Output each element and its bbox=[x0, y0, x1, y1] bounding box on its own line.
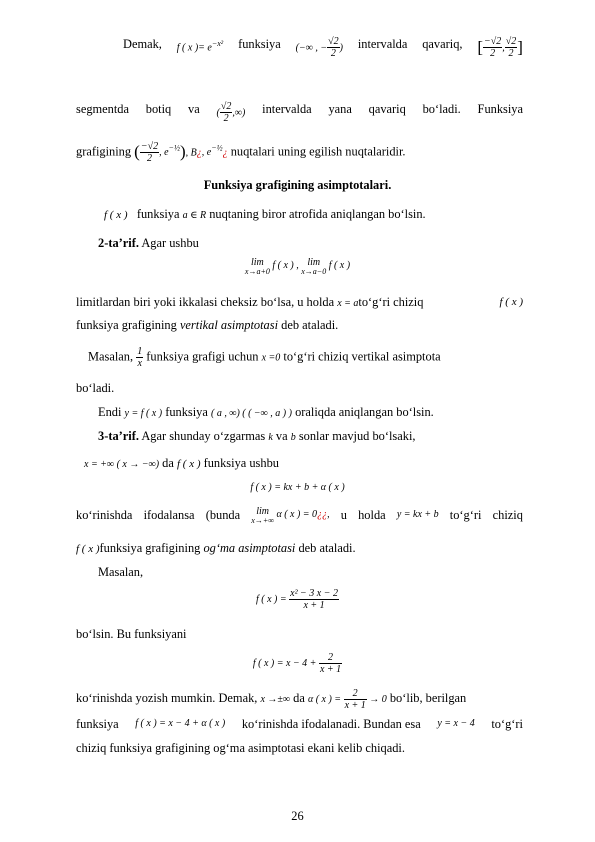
text: funksiya grafigining bbox=[99, 541, 201, 555]
formula-x-to-pm-infinity: x →±∞ bbox=[260, 693, 291, 705]
text: Agar ushbu bbox=[141, 236, 199, 250]
formula-alpha: α ( x ) = $\frac{2}{x + 1}$ → 0 bbox=[307, 688, 387, 711]
word: ifodalansa bbox=[143, 508, 195, 522]
formula-segment: [ $\frac{-√2}{2}$ , $\frac{√2}{2}$ ] bbox=[477, 36, 523, 59]
section-heading: Funksiya grafigining asimptotalari. bbox=[203, 178, 392, 192]
paragraph-line-10 bbox=[84, 455, 531, 473]
word: holda bbox=[358, 508, 386, 522]
formula-y-eq-kx-b: y = kx + b bbox=[396, 509, 439, 520]
page-number: 26 bbox=[291, 809, 304, 823]
formula-fx: f ( x ) bbox=[176, 458, 201, 470]
paragraph-line-4 bbox=[104, 206, 551, 224]
formula-x-eq-a: x = a bbox=[337, 298, 359, 309]
word: Demak, bbox=[123, 37, 162, 51]
word: qavariq, bbox=[422, 37, 463, 51]
text: Agar shunday o‘zgarmas bbox=[141, 429, 266, 443]
text: sonlar mavjud bo‘lsaki, bbox=[298, 429, 416, 443]
paragraph-line-14 bbox=[76, 688, 523, 711]
text: bo‘lib, berilgan bbox=[389, 690, 467, 705]
word: botiq bbox=[145, 102, 172, 116]
definition-label: 3-ta’rif. bbox=[98, 429, 139, 443]
text: ko‘rinishda ifodalanadi. Bundan esa bbox=[241, 717, 421, 731]
formula-point-a: ( $\frac{-√2}{2}$ , $e^{-\frac{1}{2}}$) bbox=[134, 141, 186, 164]
text: to‘g‘ri bbox=[491, 717, 523, 731]
definition-label: 2-ta’rif. bbox=[98, 236, 139, 250]
text: grafigining bbox=[76, 144, 132, 159]
text: Masalan, bbox=[88, 349, 134, 364]
text: da bbox=[293, 690, 305, 705]
word: qavariq bbox=[368, 102, 406, 116]
paragraph-line-5 bbox=[76, 294, 523, 312]
formula-x-eq-0: x =0 bbox=[261, 352, 281, 364]
text: nuqtaning biror atrofida aniqlangan bo‘lsin. bbox=[209, 207, 426, 221]
formula-example-function: f ( x ) = $\frac{\text{x² − 3 x − 2}}{x + 1}$ bbox=[256, 588, 338, 611]
example-label: Masalan, bbox=[98, 565, 144, 579]
paragraph-line-7 bbox=[88, 346, 523, 369]
paragraph-line-1 bbox=[123, 36, 523, 59]
text: funksiya ushbu bbox=[203, 456, 279, 470]
text: funksiya bbox=[76, 717, 119, 731]
text: funksiya grafigi uchun bbox=[146, 349, 259, 364]
formula-a-in-r: a ∈ R bbox=[182, 210, 207, 221]
paragraph-line-15 bbox=[76, 716, 523, 732]
word: to‘g‘ri bbox=[449, 508, 482, 522]
text: funksiya bbox=[165, 405, 208, 419]
text: limitlardan biri yoki ikkalasi cheksiz bo‘lsa, u holda bbox=[76, 295, 335, 309]
paragraph-line-16: chiziq funksiya grafigining og‘ma asimptotasi ekani kelib chiqadi. bbox=[76, 741, 405, 755]
formula-fx: f ( x ) bbox=[104, 209, 128, 221]
word: intervalda bbox=[262, 102, 312, 116]
text: to‘g‘ri chiziq vertikal asimptota bbox=[283, 349, 441, 364]
paragraph-line-6 bbox=[76, 317, 523, 333]
formula-b: b bbox=[290, 432, 296, 443]
definition-3 bbox=[98, 428, 545, 446]
definition-2 bbox=[98, 235, 545, 251]
term-vertical-asymptote: vertikal asimptotasi bbox=[179, 318, 279, 332]
formula-interval-1: (−∞ , − $\frac{√2}{2}$ ) bbox=[295, 36, 343, 59]
word: funksiya bbox=[238, 37, 281, 51]
paragraph-line-11 bbox=[76, 507, 523, 525]
word: ko‘rinishda bbox=[76, 508, 133, 522]
paragraph-line-9 bbox=[98, 404, 545, 422]
paragraph-line-8: bo‘ladi. bbox=[76, 381, 115, 395]
word: u bbox=[340, 508, 347, 522]
formula-interval-2: ( $\frac{√2}{2}$ ,∞) bbox=[216, 101, 246, 124]
formula-y-eq-x-4: y = x − 4 bbox=[437, 718, 475, 729]
paragraph-line-13: bo‘lsin. Bu funksiyani bbox=[76, 627, 187, 641]
text: funksiya grafigining bbox=[76, 318, 177, 332]
text: da bbox=[162, 456, 174, 470]
text: to‘g‘ri chiziq bbox=[358, 295, 424, 309]
formula-alpha-limit: lim x→+∞ α ( x ) = 0¿¿, bbox=[251, 506, 330, 525]
formula-domain: ( a , ∞) ( ( −∞ , a ) ) bbox=[210, 408, 292, 419]
paragraph-line-3: grafigining ( $\frac{-√2}{2}$ , $e^{-\frac{1}{2}}$), B¿, $e^{-\frac{1}{2}}¿$ nuqtalari uning egilish nuqtalaridir. bbox=[76, 141, 406, 164]
word: bo‘ladi. bbox=[422, 102, 461, 116]
word: va bbox=[188, 102, 200, 116]
word: intervalda bbox=[357, 37, 408, 51]
text: ko‘rinishda yozish mumkin. Demak, bbox=[76, 690, 258, 705]
text: deb ataladi. bbox=[281, 318, 339, 332]
formula-one-over-x: $\frac{1}{x}$ bbox=[137, 346, 143, 369]
text: nuqtalari uning egilish nuqtalaridir. bbox=[230, 144, 406, 159]
paragraph-line-12 bbox=[76, 540, 523, 557]
paragraph-line-2 bbox=[76, 101, 523, 124]
formula-x-to-infinity: x = +∞ ( x → −∞) bbox=[84, 459, 160, 470]
term-oblique-asymptote: og‘ma asimptotasi bbox=[203, 541, 296, 555]
text: oraliqda aniqlangan bo‘lsin. bbox=[295, 405, 434, 419]
word: yana bbox=[328, 102, 352, 116]
formula-k: k bbox=[268, 432, 273, 443]
formula-limits: lim x→a+0 f ( x ) , lim x→a−0 f ( x ) bbox=[244, 257, 351, 276]
text: funksiya bbox=[136, 207, 180, 221]
formula-rewritten: f ( x ) = x − 4 + $\frac{2}{x + 1}$ bbox=[252, 652, 342, 675]
text: Endi bbox=[98, 405, 122, 419]
formula-f-decomposed: f ( x ) = x − 4 + α ( x ) bbox=[135, 718, 226, 729]
formula-oblique-form: f ( x ) = kx + b + α ( x ) bbox=[250, 482, 345, 493]
word: chiziq bbox=[492, 508, 523, 522]
text: va bbox=[275, 429, 288, 443]
text: deb ataladi. bbox=[298, 541, 356, 555]
word: segmentda bbox=[76, 102, 129, 116]
word: Funksiya bbox=[477, 102, 523, 116]
word: (bunda bbox=[205, 508, 241, 522]
formula-fx: f ( x ) bbox=[76, 543, 100, 555]
formula-f: f ( x )= $e^{-x^2}$ bbox=[176, 39, 224, 54]
formula-y-eq-fx: y = f ( x ) bbox=[124, 408, 163, 419]
formula-fx: f ( x ) bbox=[499, 296, 523, 308]
